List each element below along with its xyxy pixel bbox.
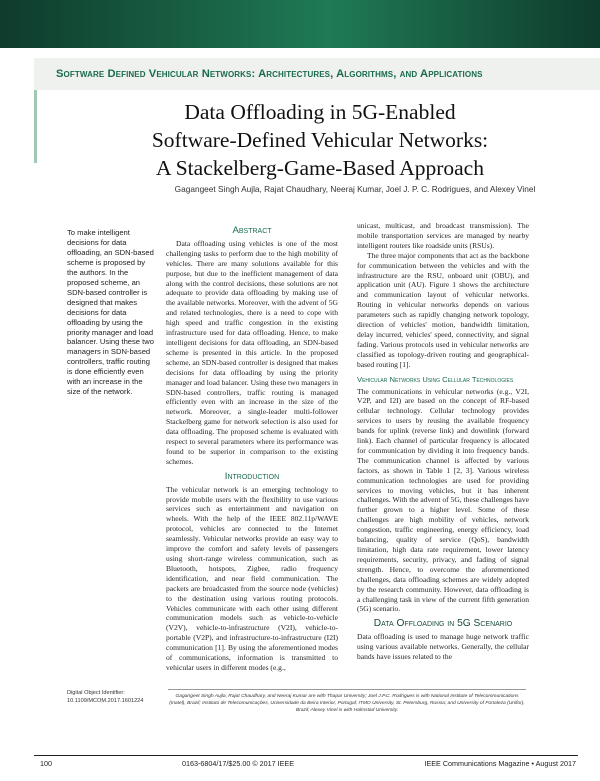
page-number: 100 [40, 759, 52, 768]
intro-continued-text: unicast, multicast, and broadcast transmission). The mobile transportation services are managed by nearby intelligent routers like roadside units (RSUs). [357, 221, 529, 250]
offloading-heading: Data Offloading in 5G Scenario [373, 618, 513, 630]
title-line-3: A Stackelberg-Game-Based Approach [156, 156, 484, 180]
introduction-text: The vehicular network is an emerging technology to provide mobile users with the flexibility to use various services such as entertainment and navigation on wheels. With the help of the IEEE 802.11p/WAVE protocol, vehicles are connected to the Internet seamlessly. Vehicular networks provide an easy way to improve the comfort and safety levels of passengers using short-range wireless communication, such as Bluetooth, hotspots, Zigbee, radio frequency identification, and near field communication. The packets are broadcasted from the source node (vehicles) to the destination using various routing protocols. Vehicles communicate with each other using different communication models such as vehicle-to-vehicle (V2V), vehicle-to-infrastructure (V2I), vehicle-to-portable (V2P), and infrastructure-to-infrastructure (I2I) communication [1]. By using the aforementioned modes of communications, information is transmitted to vehicular users in different modes (e.g., [166, 484, 338, 672]
column-right [357, 221, 529, 662]
abstract-text: Data offloading using vehicles is one of the most challenging tasks to perform due to the high mobility of vehicles. There are many solutions available for this purpose, but due to the inefficient management of data along with the control decisions, these solutions are not adequate to provide data offloading by making use of the available networks. Moreover, with the advent of 5G and related technologies, there is a need to cope with high speed and traffic congestion in the existing infrastructure used for data offloading. Hence, to make intelligent decisions for data offloading, an SDN-based scheme is presented in this article. In the proposed scheme, an SDN-based controller is designed that makes decisions for data offloading by using the priority manager and load balancer. Using these two managers in SDN-based controllers, traffic routing is managed efficiently even with an increase in the size of the network. Moreover, a single-leader multi-follower Stackelberg game for network selection is also used for data offloading. The proposed scheme is evaluated with respect to several parameters where its performance was found to be superior in comparison to the existing schemes. [166, 238, 338, 466]
subsection-heading: Vehicular Networks Using Cellular Technologies [357, 374, 514, 384]
article-title [60, 98, 580, 182]
abstract-heading: Abstract [232, 225, 272, 236]
offloading-text: Data offloading is used to manage huge network traffic using various available networks. Generally, the cellular bands have issues related to the [357, 632, 529, 662]
affiliation-text: Gagangeet Singh Aujla, Rajat Chaudhary, and Neeraj Kumar are with Thapar University; Joel J.P.C. Rodrigues is with National Institute of Telecommunications (Inatel), Brazil; Instituto de Telecomunicações, Universidade da Beira Interior, Portugal; ITMO University, St. Petersburg, Russia; and University of Fortaleza (Unifor), Brazil; Alexey Vinel is with Halmstad University. [169, 694, 525, 714]
page-footer [34, 755, 578, 774]
intro-paragraph-2: The three major components that act as the backbone for communication between the vehicles and with the infrastructure are the RSU, onboard unit (OBU), and application unit (AU). Figure 1 shows the architecture and communication layout of vehicular networks. Routing in vehicular networks depends on various parameters such as rapidly changing network topology, direction of vehicles' motion, bandwidth limitation, delay incurred, vehicles' speed, connectivity, and signal fading. Various protocols used in vehicular networks are classified as topology-driven routing and geographical-based routing [1]. [357, 250, 529, 369]
title-line-1: Data Offloading in 5G-Enabled [184, 100, 456, 124]
author-list: Gagangeet Singh Aujla, Rajat Chaudhary, Neeraj Kumar, Joel J. P. C. Rodrigues, and Alexey Vinel [174, 184, 536, 194]
subsection-text: The communications in vehicular networks (e.g., V2I, V2P, and I2I) are based on the concept of RF-based cellular technology. Cellular technology provides services to users by reusing the available frequency bands for uplink (reverse link) and downlink (forward link). Each channel of particular frequency is allocated for communication by dividing it into frequency bands. The communication channel is affected by various factors, as shown in Table 1 [2, 3]. Various wireless communication technologies are used for providing services to moving vehicles, but it has inherent challenges. With the advent of 5G, these challenges have further grown to a higher level. Some of these challenges are high mobility of vehicles, network congestion, traffic engineering, energy efficiency, load balancing, quality of service (QoS), bandwidth limitation, high data rate requirement, lower latency requirements, security, privacy, and fading of signal strength. Hence, to overcome the aforementioned challenges, data offloading schemes are widely adopted by the research community. However, data offloading is a challenging task in view of the current fifth generation (5G) scenario. [357, 386, 529, 614]
affiliation-divider [168, 689, 526, 690]
introduction-heading: Introduction [224, 470, 280, 482]
doi-note: Digital Object Identifier: 10.1109/MCOM.2017.1601224 [67, 690, 144, 704]
series-title: Software Defined Vehicular Networks: Architectures, Algorithms, and Applications [34, 58, 600, 90]
header-banner [0, 0, 600, 48]
column-left [166, 226, 338, 673]
pull-quote: To make intelligent decisions for data offloading, an SDN-based scheme is proposed by the authors. In the proposed scheme, an SDN-based controller is designed that makes decisions for data offloading by using the priority manager and load balancer. Using these two managers in SDN-based controllers, traffic routing is done efficiently even with an increase in the size of the network. [67, 228, 154, 397]
author-affiliations [168, 689, 526, 715]
magazine-issue: IEEE Communications Magazine • August 2017 [424, 759, 576, 768]
title-line-2: Software-Defined Vehicular Networks: [151, 128, 489, 152]
issn-code: 0163-6804/17/$25.00 © 2017 IEEE [182, 759, 294, 768]
